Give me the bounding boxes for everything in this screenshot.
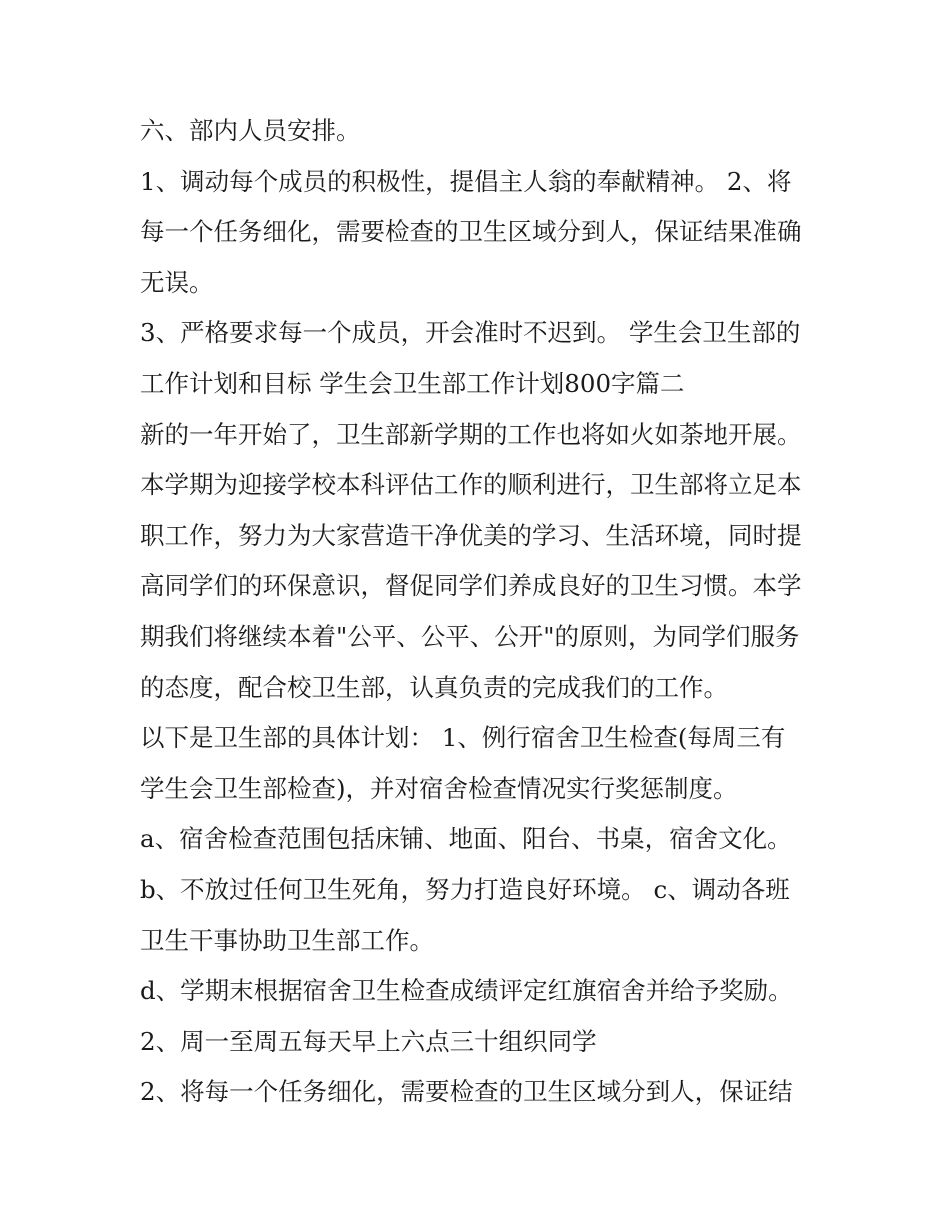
text-line: 本学期为迎接学校本科评估工作的顺利进行，卫生部将立足本: [140, 470, 802, 500]
text-line: 1、调动每个成员的积极性，提倡主人翁的奉献精神。 2、将: [140, 166, 792, 196]
text-line: 2、将每一个任务细化，需要检查的卫生区域分到人，保证结: [140, 1077, 793, 1107]
text-line: 的态度，配合校卫生部，认真负责的完成我们的工作。: [140, 672, 728, 702]
text-line: 每一个任务细化，需要检查的卫生区域分到人，保证结果准确: [140, 217, 802, 247]
text-line: 高同学们的环保意识，督促同学们养成良好的卫生习惯。本学: [140, 571, 802, 601]
text-line: 期我们将继续本着"公平、公平、公开"的原则，为同学们服务: [140, 621, 800, 651]
text-line: d、学期末根据宿舍卫生检查成绩评定红旗宿舍并给予奖励。: [140, 976, 793, 1006]
text-line: 卫生干事协助卫生部工作。: [140, 925, 434, 955]
text-line: 职工作，努力为大家营造干净优美的学习、生活环境，同时提: [140, 520, 802, 550]
text-line: 以下是卫生部的具体计划： 1、例行宿舍卫生检查(每周三有: [140, 723, 786, 753]
text-line: 六、部内人员安排。: [140, 116, 361, 145]
text-line: 2、周一至周五每天早上六点三十组织同学: [140, 1026, 597, 1056]
text-line: a、宿舍检查范围包括床铺、地面、阳台、书桌，宿舍文化。: [140, 824, 792, 854]
text-line: 无误。: [140, 267, 214, 297]
text-line: 学生会卫生部检查)，并对宿舍检查情况实行奖惩制度。: [140, 773, 738, 803]
text-line: 3、严格要求每一个成员，开会准时不迟到。 学生会卫生部的: [140, 318, 801, 348]
document-body: [140, 106, 820, 1118]
text-line: 工作计划和目标 学生会卫生部工作计划800字篇二: [140, 368, 685, 398]
text-line: 新的一年开始了，卫生部新学期的工作也将如火如荼地开展。: [140, 419, 802, 449]
text-line: b、不放过任何卫生死角，努力打造良好环境。 c、调动各班: [140, 874, 790, 904]
